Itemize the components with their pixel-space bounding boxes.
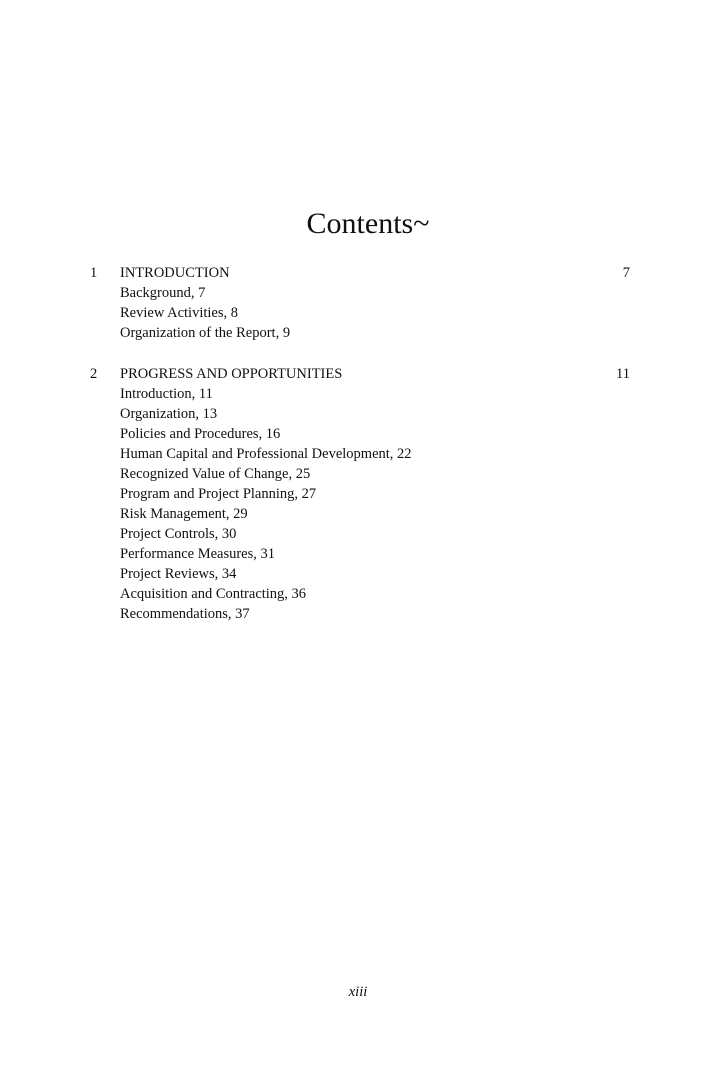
- chapter-title: PROGRESS AND OPPORTUNITIES: [120, 366, 343, 382]
- chapter-number: 1: [90, 265, 98, 281]
- toc-section-entry[interactable]: Project Controls, 30: [120, 526, 237, 542]
- chapter-page: 11: [616, 366, 630, 382]
- toc-chapter-2: [90, 364, 630, 624]
- toc-section-entry[interactable]: Organization, 13: [120, 406, 218, 422]
- toc-section-entry[interactable]: Program and Project Planning, 27: [120, 486, 317, 502]
- toc-section-entry[interactable]: Background, 7: [120, 285, 206, 301]
- toc-section-entry[interactable]: Recognized Value of Change, 25: [120, 466, 311, 482]
- chapter-heading[interactable]: [90, 364, 630, 384]
- chapter-title: INTRODUCTION: [120, 265, 230, 281]
- chapter-number: 2: [90, 366, 98, 382]
- toc-section-entry[interactable]: Review Activities, 8: [120, 305, 238, 321]
- toc-section-entry[interactable]: Project Reviews, 34: [120, 566, 237, 582]
- chapter-page: 7: [622, 265, 630, 281]
- toc-section-entry[interactable]: Organization of the Report, 9: [120, 325, 291, 341]
- chapter-heading[interactable]: [90, 263, 630, 283]
- page-title: Contents~: [306, 207, 430, 240]
- page-number: xiii: [348, 984, 368, 1000]
- toc-section-entry[interactable]: Acquisition and Contracting, 36: [120, 586, 307, 602]
- toc-section-entry[interactable]: Introduction, 11: [120, 386, 213, 402]
- toc-section-entry[interactable]: Performance Measures, 31: [120, 546, 276, 562]
- toc-section-entry[interactable]: Recommendations, 37: [120, 606, 250, 622]
- toc-section-entry[interactable]: Policies and Procedures, 16: [120, 426, 281, 442]
- toc-section-entry[interactable]: Human Capital and Professional Development, 22: [120, 446, 412, 462]
- toc-section-entry[interactable]: Risk Management, 29: [120, 506, 248, 522]
- toc-chapter-1: [90, 263, 630, 343]
